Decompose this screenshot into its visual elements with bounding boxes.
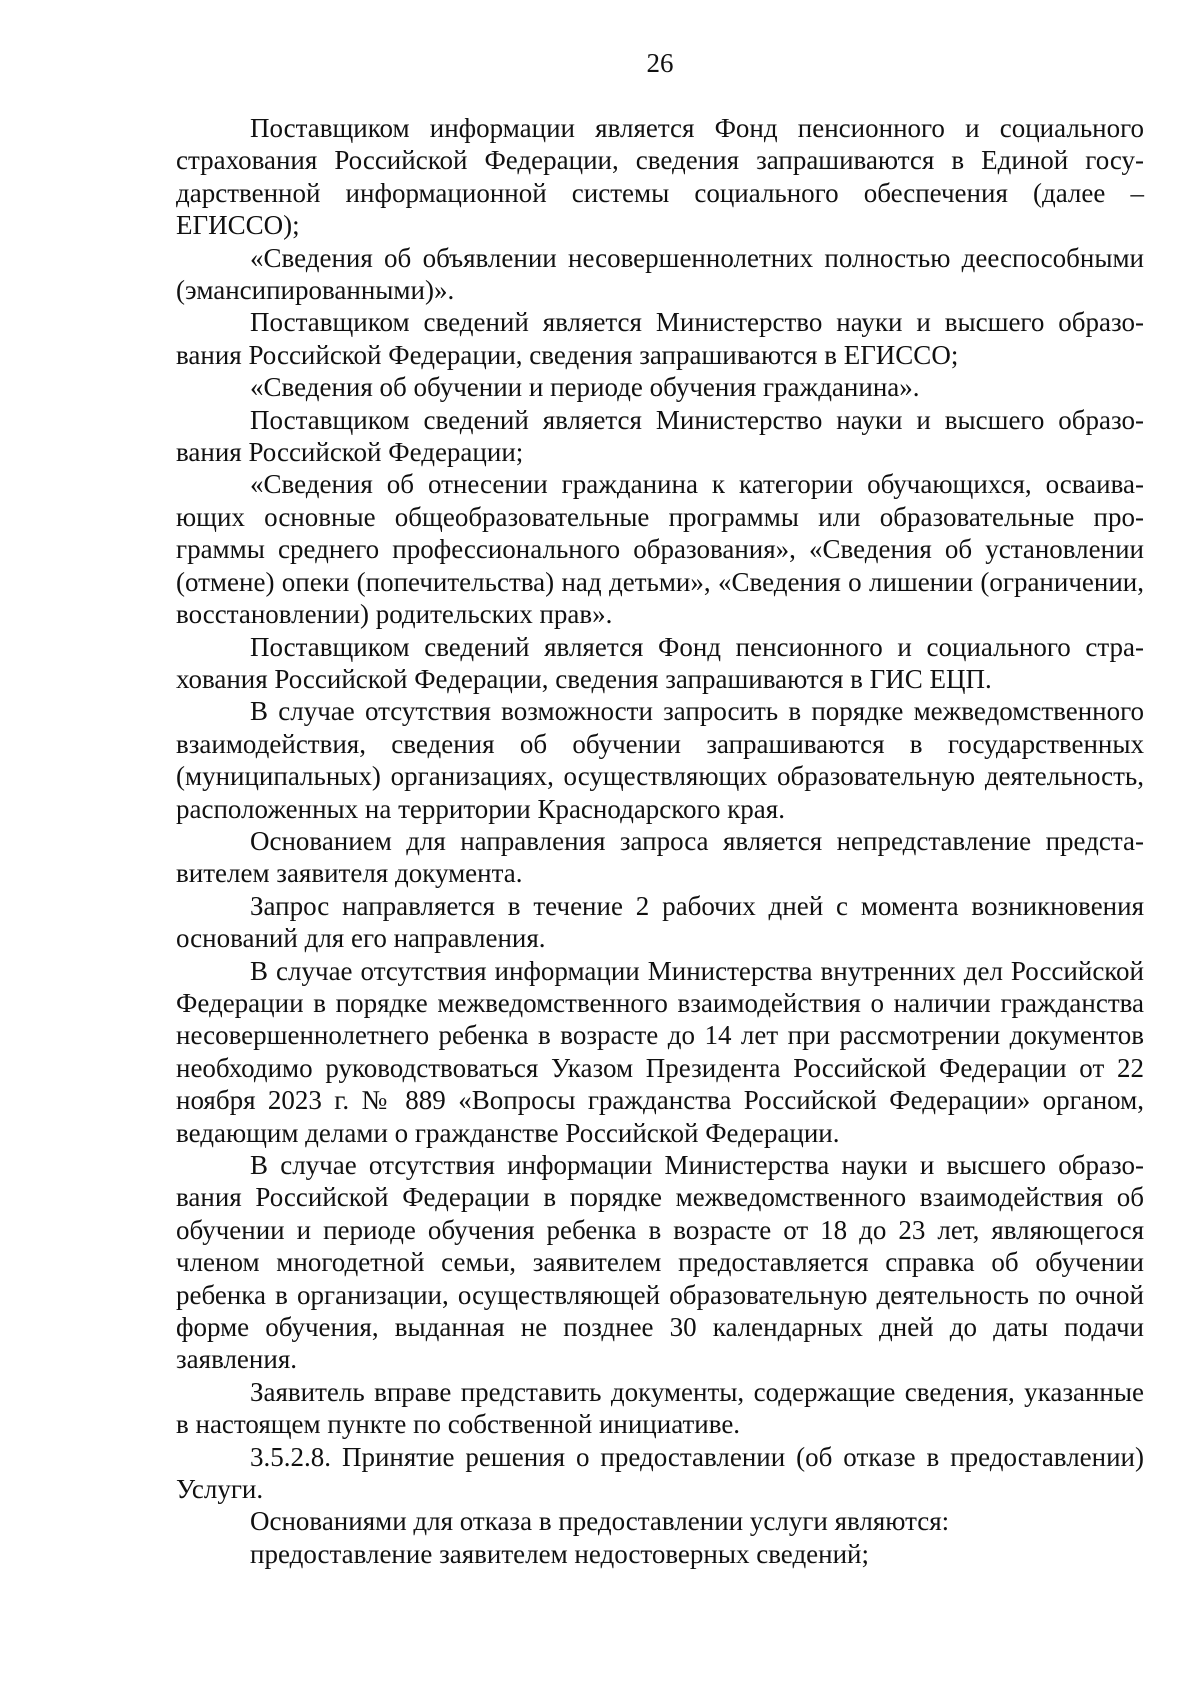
paragraph: Основаниями для отказа в предоставлении услуги являются: bbox=[250, 1506, 950, 1537]
paragraph: Поставщиком информации является Фонд пенсионного и социального страхования Российской Федерации, сведения запрашиваются в Единой государственной информационной системы социального обеспечения (далее – ЕГИССО); bbox=[176, 113, 1144, 241]
paragraph: Поставщиком сведений является Министерство науки и высшего образования Российской Федерации; bbox=[176, 404, 1144, 468]
paragraph: В случае отсутствия информации Министерства внутренних дел Российской Федерации в порядке межведомственного взаимодействия о наличии гражданства несовершеннолетнего ребенка в возрасте до 14 лет при рассмотрении документов необходимо руководствоваться Указом Президента Российской Федерации от 22 ноября 2023 г. № 889 «Вопросы гражданства Российской Федерации» органом, ведающим делами о гражданстве Российской Федерации. bbox=[176, 955, 1144, 1148]
document-body bbox=[176, 112, 1144, 1570]
paragraph: 3.5.2.8. Принятие решения о предоставлении (об отказе в предоставлении) Услуги. bbox=[176, 1441, 1144, 1505]
paragraph: В случае отсутствия информации Министерства науки и высшего образования Российской Федерации в порядке межведомственного взаимодействия об обучении и периоде обучения ребенка в возрасте от 18 до 23 лет, являющегося членом многодетной семьи, заявителем предоставляется справка об обучении ребенка в организации, осуществляющей образовательную деятельность по очной форме обучения, выданная не позднее 30 календарных дней до даты подачи заявления. bbox=[176, 1150, 1144, 1375]
paragraph: В случае отсутствия возможности запросить в порядке межведомственного взаимодействия, сведения об обучении запрашиваются в государственных (муниципальных) организациях, осуществляющих образовательную деятельность, расположенных на территории Краснодарского края. bbox=[176, 696, 1144, 824]
paragraph: Заявитель вправе представить документы, содержащие сведения, указанные в настоящем пункте по собственной инициативе. bbox=[176, 1376, 1144, 1440]
paragraph: Основанием для направления запроса является непредставление представителем заявителя документа. bbox=[176, 825, 1144, 889]
page-number: 26 bbox=[646, 48, 674, 78]
paragraph: «Сведения об объявлении несовершеннолетних полностью дееспособными (эмансипированными)». bbox=[176, 242, 1144, 306]
paragraph: Поставщиком сведений является Министерство науки и высшего образования Российской Федерации, сведения запрашиваются в ЕГИССО; bbox=[176, 307, 1144, 370]
paragraph: Запрос направляется в течение 2 рабочих дней с момента возникновения оснований для его направления. bbox=[176, 890, 1144, 954]
paragraph: предоставление заявителем недостоверных сведений; bbox=[250, 1538, 870, 1569]
paragraph: «Сведения об обучении и периоде обучения гражданина». bbox=[250, 372, 920, 403]
paragraph: Поставщиком сведений является Фонд пенсионного и социального страхования Российской Федерации, сведения запрашиваются в ГИС ЕЦП. bbox=[176, 631, 1144, 694]
paragraph: «Сведения об отнесении гражданина к категории обучающихся, осваивающих основные общеобразовательные программы или образовательные программы среднего профессионального образования», «Сведения об установлении (отмене) опеки (попечительства) над детьми», «Сведения о лишении (ограничении, восстановлении) родительских прав». bbox=[176, 469, 1144, 630]
